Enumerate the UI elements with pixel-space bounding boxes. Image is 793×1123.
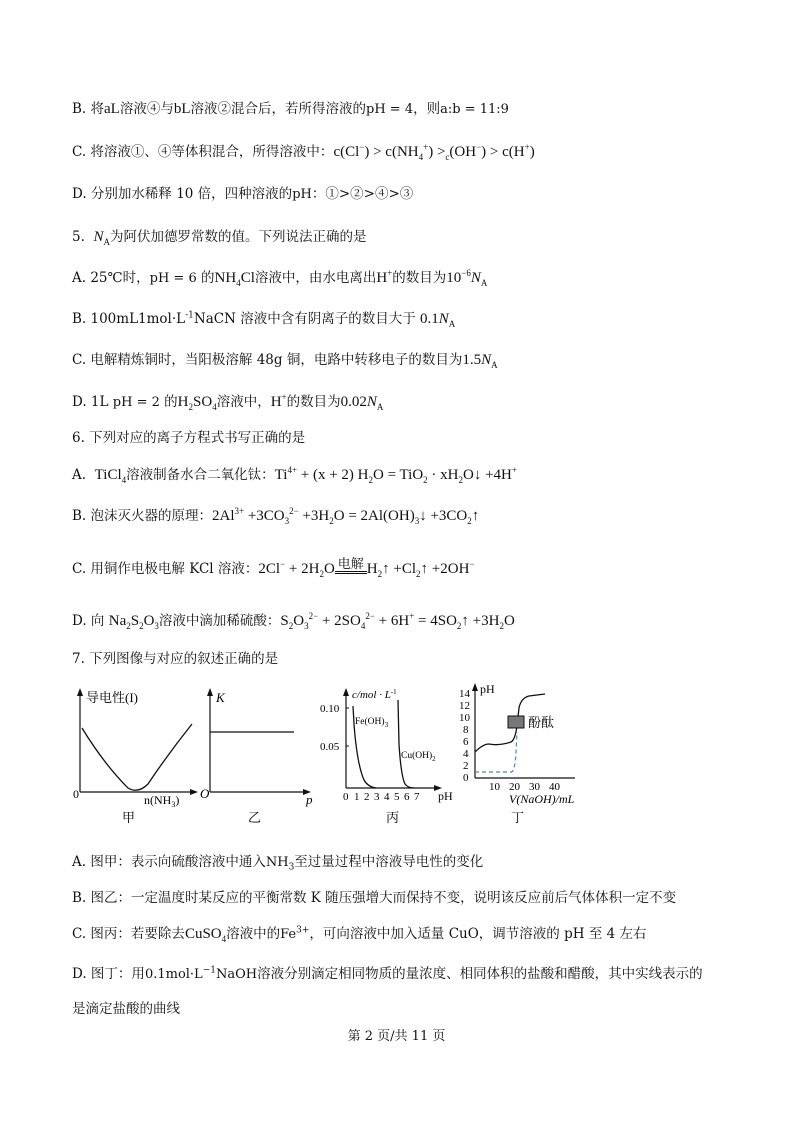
graph-jia: [68, 684, 198, 829]
bing-ytick-label-010: 0.10: [320, 703, 340, 715]
question-5-option-d: D. 1L pH = 2 的$H_2SO_4$溶液中，H+的数目为$0.02N_A$: [72, 392, 384, 412]
question-7-option-b: B. 图乙：一定温度时某反应的平衡常数 K 随压强增大而保持不变，说明该反应前后气体体积一定不变: [72, 890, 677, 906]
electrolysis-arrow: 电解: [335, 557, 367, 574]
svg-text:14: 14: [459, 688, 470, 700]
svg-text:7: 7: [414, 791, 420, 803]
svg-text:6: 6: [404, 791, 410, 803]
ding-dashed-curve: [475, 732, 517, 772]
yi-y-arrow: [207, 688, 213, 696]
jia-y-arrow: [77, 688, 83, 696]
svg-text:2: 2: [364, 791, 370, 803]
bing-caption: 丙: [386, 810, 400, 825]
jia-x-arrow: [190, 789, 198, 795]
jia-caption: 甲: [122, 810, 136, 825]
bing-cuoh-curve: [398, 700, 414, 788]
ding-xlabel: V(NaOH)/mL: [509, 792, 575, 806]
question-6-stem: 6. 下列对应的离子方程式书写正确的是: [72, 430, 306, 446]
ding-ylabel: pH: [480, 682, 495, 696]
option-b-line: B. 将aL溶液④与bL溶液②混合后，若所得溶液的pH = 4，则a:b = 11:9: [72, 101, 509, 117]
graph-bing: [310, 684, 460, 829]
bing-ytick-label-005: 0.05: [320, 741, 340, 753]
ding-y-arrow: [472, 683, 478, 691]
question-6-option-a: A. TiCl$_4$溶液制备水合二氧化钛：$Ti^{4+} + (x + 2) H_2O = TiO_2$ · $xH_2O↓ +4H^+$: [72, 465, 517, 485]
page-footer: 第 2 页/共 11 页: [347, 1029, 446, 1044]
question-7-stem: 7. 下列图像与对应的叙述正确的是: [72, 651, 279, 667]
question-7-option-c: C. 图丙：若要除去CuSO$_4$溶液中的$Fe^{3+}$，可向溶液中加入适量 CuO，调节溶液的 pH 至 4 左右: [72, 925, 647, 944]
jia-curve: [82, 724, 192, 790]
yi-origin: O: [200, 786, 210, 801]
ding-yticks: [459, 688, 471, 784]
yi-caption: 乙: [248, 810, 262, 825]
question-6-option-d: D. 向 $Na_2S_2O_3$溶液中滴加稀硫酸：$S_2O_3^{2-} + 2SO_4^{2-} + 6H^+$ = $4SO_2↑ +3H_2O$: [72, 611, 515, 631]
svg-text:30: 30: [529, 781, 540, 793]
question-5-option-c: C. 电解精炼铜时，当阳极溶解 48g 铜，电路中转移电子的数目为$1.5N_A$: [72, 352, 498, 370]
svg-text:2: 2: [463, 760, 469, 772]
yi-ylabel: K: [216, 690, 225, 705]
bing-cuoh-label: $Cu(OH)_2$: [401, 751, 436, 763]
svg-text:8: 8: [463, 724, 469, 736]
bing-xticks: [343, 791, 420, 803]
svg-text:6: 6: [463, 736, 469, 748]
yi-xlabel: p: [306, 792, 313, 807]
svg-text:4: 4: [384, 791, 390, 803]
question-6-option-c: C. 用铜作电极电解 KCl 溶液：$2Cl^- + 2H_2O$ 电解 $H_2↑$ $+Cl_2↑ +2OH^-$: [72, 556, 475, 579]
svg-text:0: 0: [343, 791, 349, 803]
svg-text:3: 3: [374, 791, 380, 803]
question-7-option-a: A. 图甲：表示向硫酸溶液中通入$NH_3$至过量过程中溶液导电性的变化: [72, 854, 484, 873]
bing-ylabel: $c/mol \cdot L^{-1}$: [352, 688, 397, 701]
svg-text:0: 0: [463, 772, 469, 784]
option-c-line: C. 将溶液①、④等体积混合，所得溶液中：$c(Cl^-) > c(NH_4^+) >_c(OH^-) > c(H^+)$: [72, 142, 535, 162]
graph-ding: [455, 682, 615, 832]
svg-text:40: 40: [549, 781, 560, 793]
ding-indicator-box: [508, 716, 524, 728]
bing-feoh-label: $Fe(OH)_3$: [355, 717, 389, 729]
question-5-stem: 5. $N_A$为阿伏加德罗常数的值。下列说法正确的是: [72, 229, 367, 247]
svg-text:1: 1: [354, 791, 360, 803]
svg-text:5: 5: [394, 791, 400, 803]
question-7-option-d: D. 图丁：用$0.1mol\cdot L^{-1}NaOH$溶液分别滴定相同物质的量浓度、相同体积的盐酸和醋酸，其中实线表示的: [72, 965, 703, 982]
svg-text:12: 12: [459, 700, 470, 712]
question-6-option-b: B. 泡沫灭火器的原理：$2Al^{3+} +3CO_3^{2-} +3H_2O$ = $2Al(OH)_3↓$ $+3CO_2↑$: [72, 506, 480, 526]
svg-text:10: 10: [489, 781, 500, 793]
bing-y-arrow: [343, 688, 349, 696]
jia-ylabel: 导电性(I): [86, 690, 138, 705]
bing-xlabel: pH: [438, 789, 453, 803]
option-d-line: D. 分别加水稀释 10 倍，四种溶液的pH：①>②>④>③: [72, 186, 414, 202]
ding-caption: 丁: [511, 810, 525, 825]
svg-text:4: 4: [463, 748, 469, 760]
jia-xlabel: $n(NH_3)$: [144, 793, 180, 809]
graph-yi: [198, 684, 313, 829]
question-7-option-d-cont: 是滴定盐酸的曲线: [72, 1001, 180, 1017]
question-5-option-b: B. $100mL1mol\cdot L^{-1}NaCN$ 溶液中含有阴离子的数目大于 $0.1N_A$: [72, 310, 456, 329]
question-5-option-a: A. 25℃时，pH = 6 的$NH_4Cl$溶液中，由水电离出H+的数目为$10^{-6}N_A$: [72, 268, 488, 288]
ding-indicator-label: 酚酞: [528, 715, 555, 730]
jia-origin: 0: [73, 787, 79, 801]
svg-text:10: 10: [459, 712, 470, 724]
svg-text:20: 20: [509, 781, 520, 793]
